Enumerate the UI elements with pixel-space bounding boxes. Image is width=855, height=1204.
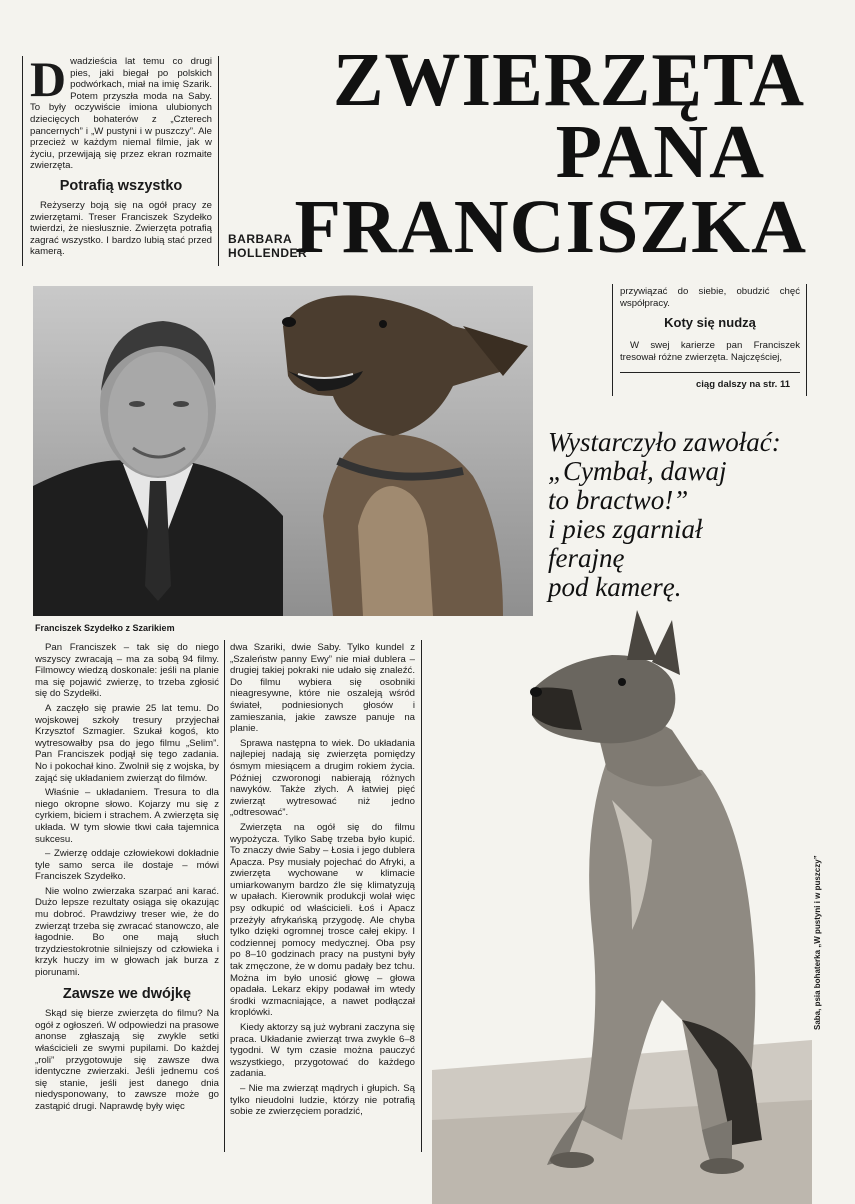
photo-saba-dog (432, 600, 812, 1204)
col1-paragraph: Pan Franciszek – tak się do niego wszyscy zwracają – ma za sobą 94 filmy. Filmowcy wiedzą doskonale: jeśli na planie ma się pojawić zwierzę, to trzeba zgłosić się do Szydełki. (35, 642, 219, 700)
section-heading-koty: Koty się nudzą (664, 315, 756, 330)
photo1-caption: Franciszek Szydełko z Szarikiem (35, 623, 175, 633)
quote-line-1: Wystarczyło zawołać: (548, 427, 781, 457)
intro-paragraph: wadzieścia lat temu co drugi pies, jaki biegał po polskich podwórkach, miał na imię Szarik. Potem przyszła moda na Saby. To były oczywiście imiona ulubionych dziecięcych bohaterów z „Czterech pancernych” i „W pustyni i w puszczy”. Ale przecież w każdym niemal filmie, jak w życiu, przewijają się przez ekran rozmaite zwierzęta. (30, 56, 212, 172)
article-column-2 (230, 642, 415, 1121)
author-first-name: BARBARA (228, 232, 293, 246)
title-line-2: PANA (555, 110, 765, 194)
article-column-1 (35, 642, 219, 1116)
col1-paragraph: Nie wolno zwierzaka szarpać ani karać. Dużo lepsze rezultaty osiąga się okazując mu dobroć. Prawdziwy treser wie, że do zwierząt trzeba się zwracać stanowczo, ale łagodnie. Bo one mają słuch trzydziestokrotnie silniejszy od człowieka i krzyk huczy im w głowach jak burza z piorunami. (35, 885, 219, 979)
quote-line-2: „Cymbał, dawaj (548, 456, 727, 486)
quote-line-3: to bractwo!” (548, 485, 689, 515)
quote-line-4: i pies zgarniał (548, 514, 703, 544)
photo-szydelko-szarik (33, 286, 533, 616)
continued-note[interactable]: ciąg dalszy na str. 11 (696, 379, 790, 390)
drop-cap: D (30, 51, 67, 107)
pull-quote (548, 428, 848, 602)
col2-paragraph: Kiedy aktorzy są już wybrani zaczyna się praca. Układanie zwierząt trwa zwykle 6–8 tygodni. W tym czasie można pauczyć wszystkiego, przygotować do każdego zadania. (230, 1022, 415, 1080)
title-line-1: ZWIERZĘTA (332, 38, 805, 122)
col1-paragraph: Skąd się bierze zwierzęta do filmu? Na ogół z ogłoszeń. W odpowiedzi na prasowe anonse zgłaszają się zwykle setki właścicieli ze swymi pupilami. Do każdej „roli” przygotowuje się zawsze dwa identyczne zwierzaki. Jeśli jednemu coś się stanie, jeśli jest danego dnia niedysponowany, to zawsze może go zastąpić drugi. Naprawdę były więc (35, 1008, 219, 1112)
title-line-3: FRANCISZKA (294, 185, 807, 269)
photo2-caption: Saba, psia bohaterka „W pustyni i w puszczy” (813, 855, 822, 1030)
right-box-top-text: przywiązać do siebie, obudzić chęć współpracy. (620, 286, 800, 309)
author-last-name: HOLLENDER (228, 246, 308, 260)
col2-paragraph: dwa Szariki, dwie Saby. Tylko kundel z „Szaleństw panny Ewy” nie miał dublera – drugiej takiej pokraki nie udało się znaleźć. Do filmu wybiera się osobniki nieagresywne, które nie oszaleją wśród świateł, podniesionych głosów i zamieszania, jakie zawsze panuje na planie. (230, 642, 415, 735)
section-heading-dwojka: Zawsze we dwójkę (62, 985, 192, 1002)
col1-paragraph: – Zwierzę oddaje człowiekowi dokładnie tyle samo serca ile dostaje – mówi Franciszek Szydełko. (35, 848, 219, 883)
col1-paragraph: A zaczęło się prawie 25 lat temu. Do wojskowej szkoły tresury przyjechał Krzysztof Szmagier. Szukał kogoś, kto wytresowałby psa do jego filmu „Selim”. Pan Franciszek podjął się tego zadania. No i pokochał kino. Zwolnił się z wojska, by zająć się układaniem zwierząt do filmów. (35, 702, 219, 784)
intro-text (30, 51, 212, 172)
right-box-text: W swej karierze pan Franciszek tresował różne zwierzęta. Najczęściej, (620, 340, 800, 363)
col2-paragraph: Sprawa następna to wiek. Do układania najlepiej nadają się zwierzęta pomiędzy ósmym miesiącem a drugim rokiem życia. Później czworonogi nabierają różnych nawyków. Także złych. A łatwiej pięć zwierząt wytresować niż jedno „odtresować”. (230, 737, 415, 819)
section1-text: Reżyserzy boją się na ogół pracy ze zwierzętami. Treser Franciszek Szydełko twierdzi, że niesłusznie. Zwierzęta potrafią zagrać wszystko. I bardzo lubią stać przed kamerą. (30, 200, 212, 258)
section-heading-potrafia: Potrafią wszystko (59, 178, 183, 194)
quote-line-6: pod kamerę. (548, 572, 682, 602)
col2-paragraph: – Nie ma zwierząt mądrych i głupich. Są tylko nieudolni ludzie, którzy nie potrafią sobie ze zwierzęciem poradzić, (230, 1082, 415, 1118)
col1-paragraph: Właśnie – układaniem. Tresura to dla niego okropne słowo. Kojarzy mu się z cyrkiem, biciem i strachem. A zwierzęta się układa. W tym słowie tkwi cała tajemnica sukcesu. (35, 787, 219, 845)
section1-paragraph (30, 200, 212, 261)
quote-line-5: ferajnę (548, 543, 625, 573)
photo-illustration (33, 286, 533, 616)
dog-illustration (432, 600, 812, 1204)
col2-paragraph: Zwierzęta na ogół się do filmu wypożycza. Tylko Sabę trzeba było kupić. To znaczy dwie Saby – Łosia i jego dublera Apacza. Psy musiały pojechać do Afryki, a zwierzęta wychowane w klimacie umiarkowanym bardzo źle się klimatyzują w upałach. Kierownik produkcji wolał więc psy odkupić od właścicieli. Łoś i Apacz przeżyły afrykańską przygodę. Ale chyba tylko dzięki ogromnej trosce całej ekipy. I codziennej pomocy medycznej. Oba psy po 8–10 godzinach pracy na pustyni były tak zmęczone, że w domu padały bez tchu. Można im było unosić głowę – głowa opadała. Lekarz ekipy podawał im wtedy środki wzmacniające, a nawet podłączał kroplówki. (230, 821, 415, 1019)
